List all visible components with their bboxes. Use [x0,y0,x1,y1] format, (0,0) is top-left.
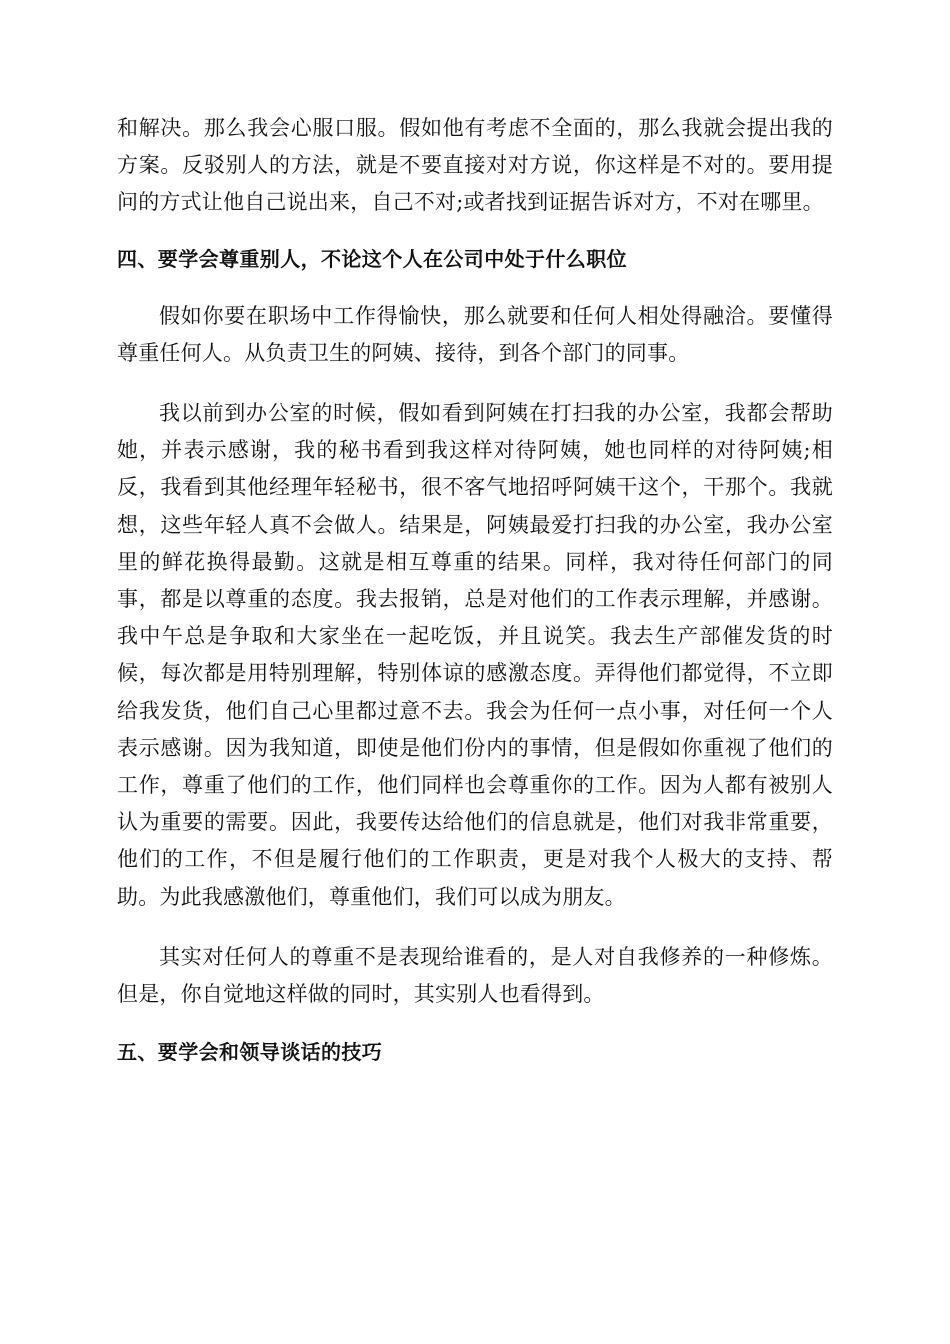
paragraph-continuation: 和解决。那么我会心服口服。假如他有考虑不全面的，那么我就会提出我的方案。反驳别人的方法，就是不要直接对对方说，你这样是不对的。要用提问的方式让他自己说出来，自己不对;或者找到证据告诉对方，不对在哪里。 [117,116,833,215]
section-heading-five: 五、要学会和领导谈话的技巧 [117,1040,383,1065]
paragraph-office-story: 我以前到办公室的时候，假如看到阿姨在打扫我的办公室，我都会帮助她，并表示感谢，我的秘书看到我这样对待阿姨，她也同样的对待阿姨;相反，我看到其他经理年轻秘书，很不客气地招呼阿姨干这个，干那个。我就想，这些年轻人真不会做人。结果是，阿姨最爱打扫我的办公室，我办公室里的鲜花换得最勤。这就是相互尊重的结果。同样，我对待任何部门的同事，都是以尊重的态度。我去报销，总是对他们的工作表示理解，并感谢。我中午总是争取和大家坐在一起吃饭，并且说笑。我去生产部催发货的时候，每次都是用特别理解，特别体谅的感激态度。弄得他们都觉得，不立即给我发货，他们自己心里都过意不去。我会为任何一点小事，对任何一个人表示感谢。因为我知道，即使是他们份内的事情，但是假如你重视了他们的工作，尊重了他们的工作，他们同样也会尊重你的工作。因为人都有被别人认为重要的需要。因此，我要传达给他们的信息就是，他们对我非常重要，他们的工作，不但是履行他们的工作职责，更是对我个人极大的支持、帮助。为此我感激他们，尊重他们，我们可以成为朋友。 [117,401,833,909]
paragraph-self-cultivation: 其实对任何人的尊重不是表现给谁看的，是人对自我修养的一种修炼。但是，你自觉地这样做的同时，其实别人也看得到。 [117,944,833,1007]
paragraph-get-along: 假如你要在职场中工作得愉快，那么就要和任何人相处得融洽。要懂得尊重任何人。从负责卫生的阿姨、接待，到各个部门的同事。 [117,303,833,365]
document-page [117,110,833,1067]
section-heading-four: 四、要学会尊重别人，不论这个人在公司中处于什么职位 [117,246,627,271]
